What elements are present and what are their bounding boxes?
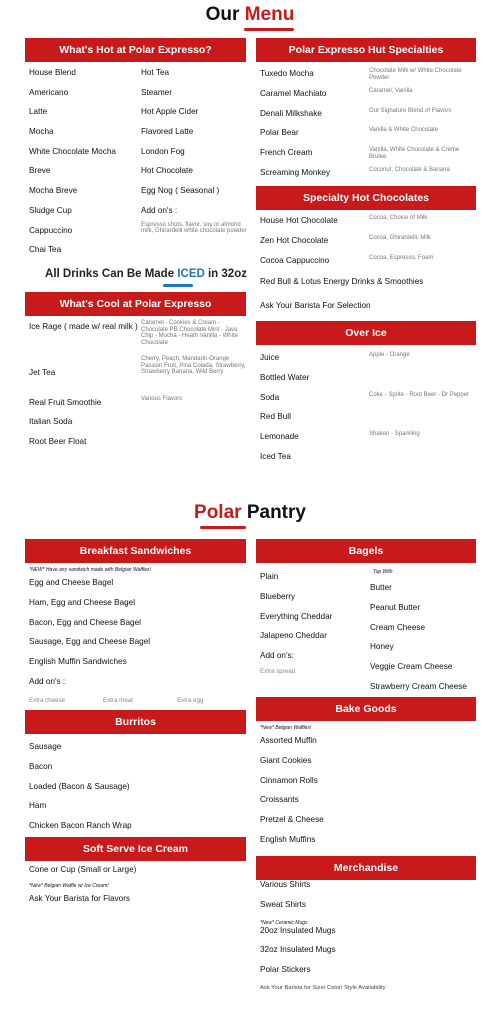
iced-banner <box>20 268 272 280</box>
table-row <box>25 166 246 186</box>
list-item <box>25 865 246 883</box>
overice-item-name: Bottled Water <box>260 372 310 382</box>
overice-item-desc: Coke - Sprite - Root Beer - Dr Pepper <box>369 391 470 398</box>
list-item <box>25 437 246 457</box>
hut-items <box>256 69 476 188</box>
merch-header: Merchandise <box>256 856 476 880</box>
hot-item-left: House Blend <box>29 68 76 77</box>
cool-item-name: Ice Rage ( made w/ real milk ) <box>29 322 138 331</box>
cool-item-desc: Cherry, Peach, Mandarin-Orange Passion Fruit, Pina Colada, Strawberry, Strawberry Banana, Wild Berry <box>141 356 246 375</box>
hut-item-name: Caramel Machiato <box>260 88 327 98</box>
table-row <box>25 147 246 167</box>
list-item <box>25 578 246 598</box>
hot-item-right: Flavored Latte <box>141 127 194 137</box>
merch-items2-item: 32oz Insulated Mugs <box>260 945 336 955</box>
list-item <box>256 236 476 256</box>
hut-item-desc: Caramel, Vanilla <box>369 87 413 94</box>
cool-header: What's Cool at Polar Expresso <box>25 292 246 316</box>
hot-item-left: Mocha <box>29 127 54 137</box>
burritos-items-item: Bacon <box>29 761 53 771</box>
bakegoods-items-item: English Muffins <box>260 834 316 844</box>
list-item <box>256 835 476 855</box>
hot-item-right: Steamer <box>141 87 172 97</box>
bagels-left-item <box>256 631 366 643</box>
breakfast-item: Bacon, Egg and Cheese Bagel <box>29 617 141 627</box>
iced-highlight: ICED <box>177 268 205 280</box>
list-item <box>25 677 246 697</box>
iced-underline <box>163 284 193 287</box>
list-item <box>25 657 246 677</box>
hot-header: What's Hot at Polar Expresso? <box>25 38 246 62</box>
overice-item-desc: Apple - Orange <box>369 352 410 358</box>
overice-item-name: Red Bull <box>260 412 291 422</box>
menu-title-highlight: Menu <box>244 4 295 25</box>
merch-items <box>256 880 476 920</box>
bagels-left-item <box>256 651 366 663</box>
hut-item-desc: Chocolate Milk w/ White Chocolate Powder <box>369 68 462 81</box>
overice-item-desc: Shaken - Sparkling <box>369 431 420 438</box>
list-item <box>256 756 476 776</box>
list-item <box>25 358 246 398</box>
list-item <box>256 256 476 276</box>
list-item <box>256 168 476 188</box>
list-item <box>256 880 476 900</box>
bagels-extra-spread: Extra spread <box>260 668 296 675</box>
cool-item-desc: Caramel - Cookies & Cream - Chocolate PB Chocolate Mint - Java Chip - Mocha - Heath Vanilla - White Chocolate <box>141 320 238 346</box>
list-item <box>256 736 476 756</box>
hot-item-left: Latte <box>29 107 48 117</box>
specialty-item-name: House Hot Chocolate <box>260 216 338 225</box>
specialty-line: Red Bull & Lotus Energy Drinks & Smoothies <box>260 277 424 287</box>
hot-item-right: Add on's : <box>141 205 178 215</box>
table-row <box>25 127 246 147</box>
breakfast-item: Add on's : <box>29 676 66 686</box>
list-item <box>256 109 476 129</box>
pantry-title <box>0 502 500 524</box>
overice-item-name: Soda <box>260 392 280 402</box>
breakfast-item: Sausage, Egg and Cheese Bagel <box>29 637 151 647</box>
hut-item-name: Polar Bear <box>260 128 299 138</box>
bagel-item: Plain <box>260 572 279 581</box>
burritos-items <box>25 742 246 841</box>
specialty-section <box>256 186 476 319</box>
table-row <box>25 107 246 127</box>
pantry-title-suffix: Pantry <box>241 502 306 523</box>
burritos-header: Burritos <box>25 710 246 734</box>
hot-item-left: Cappuccino <box>29 225 73 235</box>
bakegoods-header: Bake Goods <box>256 697 476 721</box>
pantry-title-underline <box>200 526 246 529</box>
hot-item-left: White Chocolate Mocha <box>29 146 116 156</box>
list-item <box>256 412 476 432</box>
breakfast-addon: Extra meat <box>103 696 133 704</box>
hot-item-right: London Fog <box>141 146 185 156</box>
bagels-left-item <box>256 592 366 604</box>
breakfast-item: English Muffin Sandwiches <box>29 657 127 667</box>
breakfast-items <box>25 578 246 709</box>
list-item <box>256 926 476 946</box>
merch-note: *New* Ceramic Mugs <box>260 919 308 926</box>
breakfast-header: Breakfast Sandwiches <box>25 539 246 563</box>
bakegoods-items-item: Assorted Muffin <box>260 736 317 745</box>
hot-item-right: Hot Chocolate <box>141 166 193 176</box>
iced-suffix: in 32oz <box>204 268 247 280</box>
overice-items <box>256 353 476 472</box>
bagel-item: Blueberry <box>260 591 296 601</box>
bagels-right-item <box>366 642 476 654</box>
bagels-right-item <box>366 682 476 694</box>
specialty-item-desc: Cocoa, Choice of Milk <box>369 215 428 221</box>
list-item <box>25 637 246 657</box>
specialty-item-name: Zen Hot Chocolate <box>260 235 329 245</box>
hut-item-name: French Cream <box>260 148 313 158</box>
topping-item: Strawberry Cream Cheese <box>370 682 467 691</box>
list-item <box>256 945 476 965</box>
hot-item-right: Hot Apple Cider <box>141 107 199 117</box>
list-item <box>25 894 246 912</box>
specialty-item-desc: Cocoa, Ghirardelli, Milk <box>369 234 432 241</box>
softserve-header: Soft Serve Ice Cream <box>25 837 246 861</box>
hot-item-left: Americano <box>29 87 69 97</box>
bakegoods-items <box>256 736 476 855</box>
cool-item-desc: Various Flavors <box>141 396 183 402</box>
pantry-title-highlight: Polar <box>194 502 242 523</box>
bakegoods-note: *New* Belgian Waffles! <box>260 725 312 731</box>
hut-item-desc: Coconut, Chocolate & Banana <box>369 166 450 173</box>
bagel-item: Add on's: <box>260 651 294 661</box>
specialty-header: Specialty Hot Chocolates <box>256 186 476 210</box>
menu-title-prefix: Our <box>205 4 245 25</box>
hot-item-right: Egg Nog ( Seasonal ) <box>141 186 220 196</box>
list-item <box>256 452 476 472</box>
menu-title <box>0 4 500 26</box>
softserve-note: *New* Belgian Waffle w/ Ice Cream! <box>29 883 109 889</box>
cool-item-name: Root Beer Float <box>29 437 87 446</box>
bagels-left-item <box>256 612 366 624</box>
breakfast-addon: Extra cheese <box>29 696 66 704</box>
list-item <box>256 89 476 109</box>
breakfast-addon: Extra egg <box>177 696 204 704</box>
topping-item: Peanut Butter <box>370 602 421 612</box>
breakfast-item: Egg and Cheese Bagel <box>29 578 114 587</box>
cool-section <box>25 292 246 457</box>
breakfast-item: Ham, Egg and Cheese Bagel <box>29 597 136 607</box>
hut-item-desc: Vanilla, White Chocolate & Crème Brulee <box>369 147 460 160</box>
hot-addon-desc: Espresso shots, flavor, soy or almond milk, Ghirardelli white chocolate powder <box>141 221 247 234</box>
bagels-header: Bagels <box>256 539 476 563</box>
hot-item-left: Mocha Breve <box>29 186 78 196</box>
hut-item-name: Tuxedo Mocha <box>260 69 314 78</box>
list-item <box>25 618 246 638</box>
hot-item-left: Breve <box>29 166 51 176</box>
hot-items <box>25 68 246 265</box>
bagels-left-item <box>256 572 366 584</box>
list-item <box>256 353 476 373</box>
bagels-right-item <box>366 583 476 595</box>
hut-item-desc: Our Signature Blend of Flavors <box>369 107 452 114</box>
breakfast-section <box>25 539 246 709</box>
overice-item-name: Lemonade <box>260 432 299 442</box>
list-item <box>256 301 476 319</box>
bagels-right-item <box>366 603 476 615</box>
hot-section <box>25 38 246 265</box>
bagel-item: Jalapeno Cheddar <box>260 631 327 641</box>
list-item <box>25 398 246 417</box>
topping-item: Cream Cheese <box>370 622 426 632</box>
merch-items2-item: 20oz Insulated Mugs <box>260 925 336 935</box>
list-item <box>256 69 476 89</box>
overice-header: Over Ice <box>256 321 476 345</box>
hut-item-desc: Vanilla & White Chocolate <box>369 127 438 134</box>
cool-items <box>25 322 246 457</box>
merch-items1-item: Sweat Shirts <box>260 899 306 909</box>
topping-item: Honey <box>370 642 394 652</box>
burritos-items-item: Loaded (Bacon & Sausage) <box>29 781 130 791</box>
breakfast-addons <box>25 697 246 709</box>
list-item <box>256 776 476 796</box>
list-item <box>25 762 246 782</box>
table-row <box>25 186 246 206</box>
bakegoods-items-item: Cinnamon Rolls <box>260 775 318 785</box>
burritos-items-item: Ham <box>29 801 47 811</box>
specialty-item-name: Cocoa Cappuccino <box>260 255 330 265</box>
overice-item-name: Juice <box>260 353 280 362</box>
merch-items-2 <box>256 926 476 985</box>
menu-title-underline <box>244 28 294 31</box>
list-item <box>25 782 246 802</box>
bakegoods-items-item: Giant Cookies <box>260 755 312 765</box>
merch-footer: Ask Your Barista for Size/ Color/ Style Availability <box>260 984 386 991</box>
bagels-top-with: Top With <box>373 569 393 575</box>
softserve-section <box>25 837 246 912</box>
table-row <box>25 68 246 88</box>
list-item <box>25 742 246 762</box>
overice-item-name: Iced Tea <box>260 451 291 461</box>
cool-item-name: Italian Soda <box>29 417 73 426</box>
merch-section <box>256 856 476 991</box>
specialty-items <box>256 216 476 319</box>
list-item <box>256 815 476 835</box>
bagel-item: Everything Cheddar <box>260 611 333 621</box>
specialty-line: Ask Your Barista For Selection <box>260 301 371 311</box>
breakfast-note: *NEW* Have any sandwich made with Belgian Waffles! <box>29 567 151 573</box>
hot-item-left: Chai Tea <box>29 245 62 255</box>
burritos-items-item: Sausage <box>29 742 62 751</box>
bakegoods-section <box>256 697 476 855</box>
table-row <box>25 221 247 246</box>
list-item <box>256 393 476 413</box>
hut-item-name: Denali Milkshake <box>260 108 322 118</box>
merch-items1-item: Various Shirts <box>260 880 311 889</box>
iced-prefix: All Drinks Can Be Made <box>45 268 178 280</box>
bagels-right-item <box>366 623 476 635</box>
list-item <box>25 801 246 821</box>
hut-header: Polar Expresso Hut Specialties <box>256 38 476 62</box>
list-item <box>256 148 476 168</box>
list-item <box>256 965 476 985</box>
topping-item: Veggie Cream Cheese <box>370 662 453 672</box>
bakegoods-items-item: Croissants <box>260 795 299 805</box>
list-item <box>256 900 476 920</box>
list-item <box>25 417 246 437</box>
burritos-section <box>25 710 246 841</box>
bagels-right-item <box>366 662 476 674</box>
cool-item-name: Jet Tea <box>29 368 56 377</box>
list-item <box>25 598 246 618</box>
bakegoods-items-item: Pretzel & Cheese <box>260 815 324 825</box>
list-item <box>25 322 246 358</box>
burritos-items-item: Chicken Bacon Ranch Wrap <box>29 821 132 831</box>
topping-item: Butter <box>370 583 392 592</box>
hot-item-left: Sludge Cup <box>29 205 72 215</box>
table-row <box>25 88 246 108</box>
list-item <box>256 277 476 301</box>
list-item <box>256 795 476 815</box>
list-item <box>256 128 476 148</box>
overice-section <box>256 321 476 472</box>
bagels-items <box>256 563 476 713</box>
hot-item-right: Hot Tea <box>141 68 170 77</box>
hut-item-name: Screaming Monkey <box>260 167 331 177</box>
hut-section <box>256 38 476 188</box>
list-item <box>256 373 476 393</box>
softserve-item: Cone or Cup (Small or Large) <box>29 865 137 874</box>
cool-item-name: Real Fruit Smoothie <box>29 398 102 407</box>
specialty-item-desc: Cocoa, Espresso, Foam <box>369 254 434 261</box>
bagels-section <box>256 539 476 713</box>
softserve-item: Ask Your Barista for Flavors <box>29 894 131 903</box>
list-item <box>256 216 476 236</box>
table-row <box>25 245 246 265</box>
list-item <box>256 432 476 452</box>
merch-items2-item: Polar Stickers <box>260 965 311 975</box>
